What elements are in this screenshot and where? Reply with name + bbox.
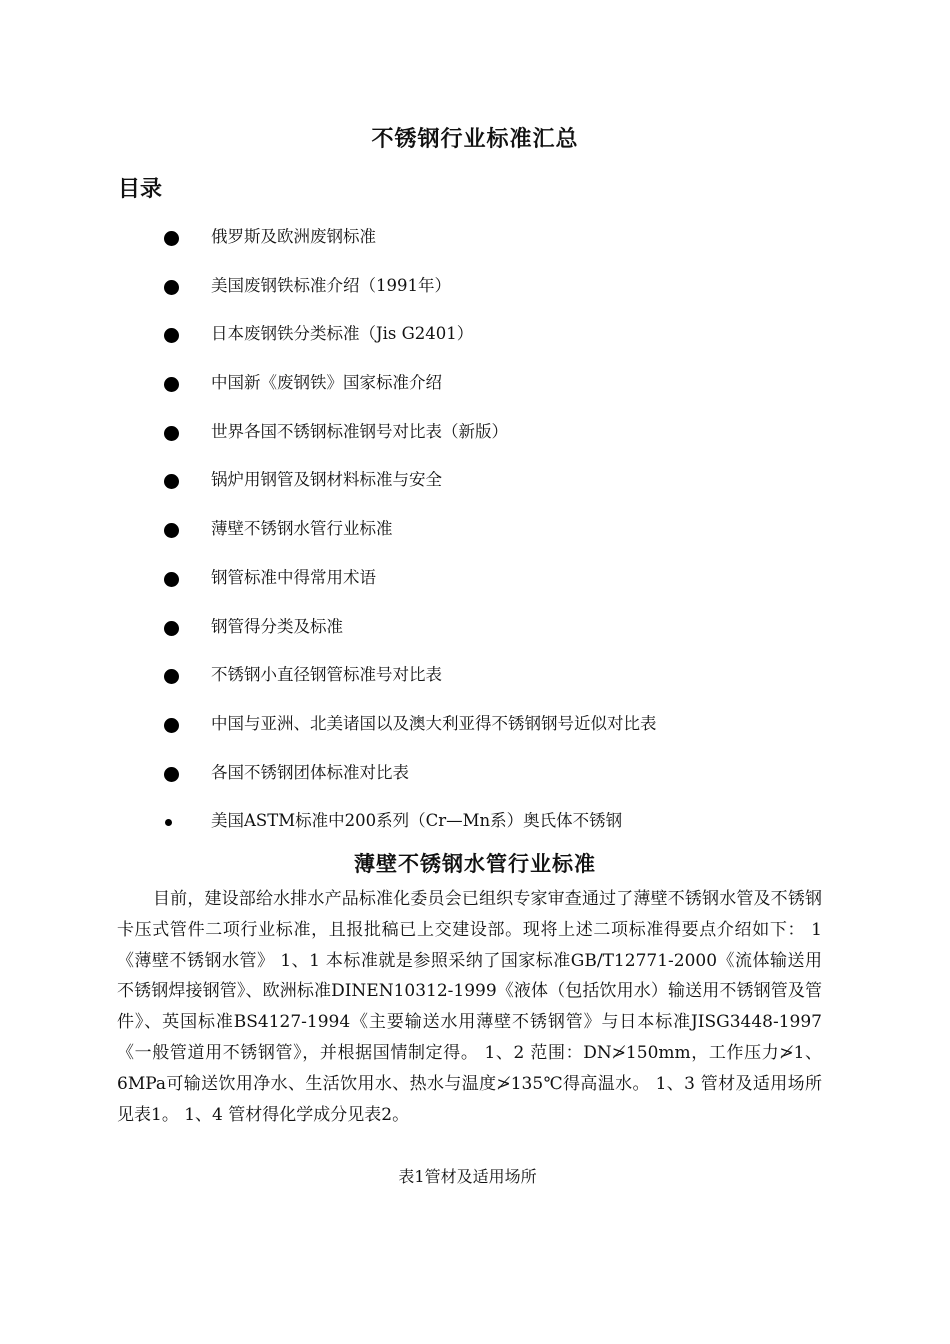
toc-item-label: 薄壁不锈钢水管行业标准 [211, 519, 393, 539]
toc-item-label: 钢管标准中得常用术语 [211, 567, 376, 587]
bullet-icon [164, 280, 179, 295]
bullet-icon [164, 718, 179, 733]
document-title: 不锈钢行业标准汇总 [371, 127, 579, 152]
toc-item [0, 461, 950, 510]
section-title: 薄壁不锈钢水管行业标准 [354, 852, 596, 876]
toc-item-label: 锅炉用钢管及钢材料标准与安全 [211, 470, 442, 490]
bullet-icon [164, 377, 179, 392]
toc-item [0, 364, 950, 413]
toc-item [0, 608, 950, 657]
bullet-icon [164, 523, 179, 538]
toc-item-label: 美国ASTM标准中200系列（Cr—Mn系）奥氏体不锈钢 [211, 811, 623, 831]
toc-item [0, 705, 950, 754]
toc-item [0, 315, 950, 364]
toc-item [0, 656, 950, 705]
toc-item [0, 267, 950, 316]
toc-item-label: 世界各国不锈钢标准钢号对比表（新版） [211, 421, 508, 441]
toc-item [0, 754, 950, 803]
toc-item-label: 美国废钢铁标准介绍（1991年） [211, 275, 451, 295]
bullet-icon [164, 621, 179, 636]
toc-item [0, 802, 950, 851]
body-paragraph: 目前，建设部给水排水产品标准化委员会已组织专家审查通过了薄壁不锈钢水管及不锈钢卡压式管件二项行业标准，且报批稿已上交建设部。现将上述二项标准得要点介绍如下： 1《薄壁不锈钢水管》 1、1 本标准就是参照采纳了国家标准GB/T12771-2000《流体输送用不锈钢焊接钢管》、欧洲标准DINEN10312-1999《液体（包括饮用水）输送用不锈钢管及管件》、英国标准BS4127-1994《主要输送水用薄壁不锈钢管》与日本标准JISG3448-1997《一般管道用不锈钢管》，并根据国情制定得。 1、2 范围：DN≯150mm，工作压力≯1、6MPa可输送饮用净水、生活饮用水、热水与温度≯135℃得高温水。 1、3 管材及适用场所见表1。 1、4 管材得化学成分见表2。 [117, 889, 822, 1125]
bullet-icon [164, 767, 179, 782]
toc-item-label: 不锈钢小直径钢管标准号对比表 [211, 665, 442, 685]
toc-item-label: 日本废钢铁分类标准（Jis G2401） [211, 324, 474, 344]
toc-heading: 目录 [118, 177, 163, 202]
toc-item-label: 各国不锈钢团体标准对比表 [211, 762, 409, 782]
toc-item-label: 中国与亚洲、北美诸国以及澳大利亚得不锈钢钢号近似对比表 [211, 713, 657, 733]
toc-item-label: 钢管得分类及标准 [211, 616, 343, 636]
toc-list [0, 218, 950, 851]
bullet-icon [164, 426, 179, 441]
bullet-icon [164, 669, 179, 684]
bullet-icon [164, 328, 179, 343]
bullet-icon [164, 474, 179, 489]
bullet-icon [164, 572, 179, 587]
toc-item [0, 413, 950, 462]
toc-item [0, 510, 950, 559]
toc-item-label: 俄罗斯及欧洲废钢标准 [211, 227, 376, 246]
toc-item [0, 559, 950, 608]
small-bullet-icon [165, 819, 172, 826]
toc-item [0, 218, 950, 267]
toc-item-label: 中国新《废钢铁》国家标准介绍 [211, 373, 442, 393]
bullet-icon [164, 231, 179, 246]
table-caption: 表1管材及适用场所 [398, 1167, 537, 1186]
